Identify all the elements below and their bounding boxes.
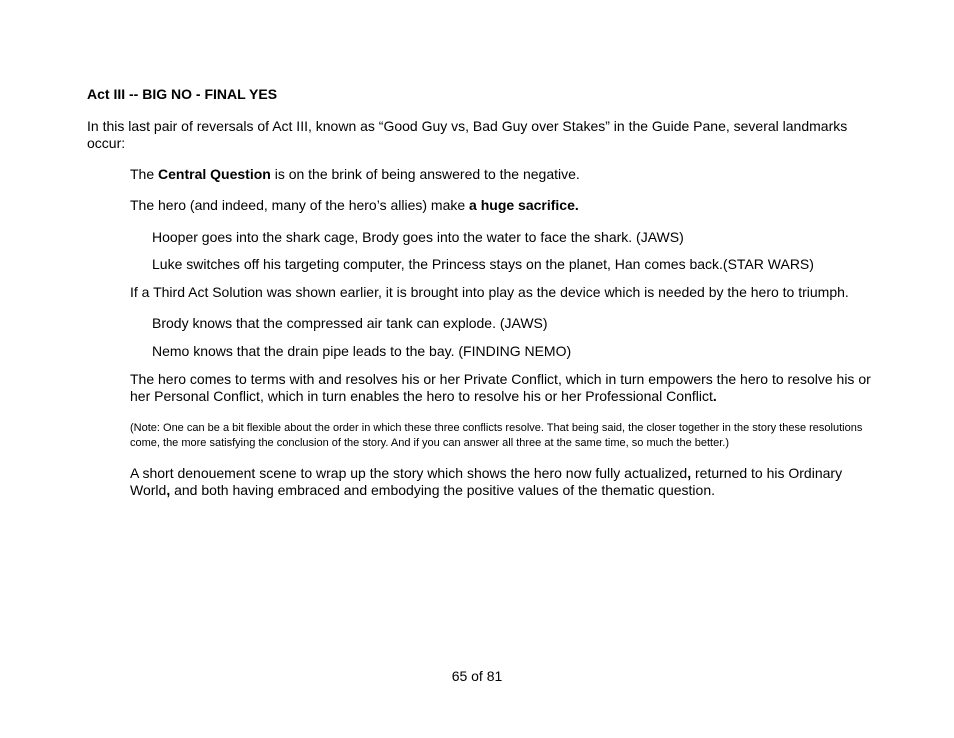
- page-number: 65 of 81: [451, 668, 503, 684]
- conflict-end: .: [712, 388, 717, 404]
- central-question-term: Central Question: [158, 166, 271, 182]
- denouement-comma2: ,: [166, 482, 171, 498]
- sacrifice-pre: The hero (and indeed, many of the hero’s allies) make: [130, 197, 470, 213]
- conflict-text: The hero comes to terms with and resolves his or her Private Conflict, which in turn empowers the hero to resolve his or her Personal Conflict, which in turn enables the hero to resolve his or her Professional Conflict: [130, 371, 871, 404]
- central-question-paragraph: [130, 166, 882, 183]
- example-jaws-solution: Brody knows that the compressed air tank can explode. (JAWS): [152, 315, 548, 331]
- conflict-paragraph: [130, 371, 882, 405]
- denouement-paragraph: [130, 465, 882, 499]
- note-paragraph: (Note: One can be a bit flexible about the order in which these three conflicts resolve. That being said, the closer together in the story these resolutions come, the more satisfying the conclusion of the story. And if you can answer all three at the same time, so much the better.): [130, 422, 863, 449]
- section-heading: Act III -- BIG NO - FINAL YES: [87, 86, 278, 102]
- example-starwars-sacrifice: Luke switches off his targeting computer, the Princess stays on the planet, Han comes back.(STAR WARS): [152, 256, 814, 272]
- third-act-paragraph: If a Third Act Solution was shown earlier, it is brought into play as the device which is needed by the hero to triumph.: [130, 284, 849, 300]
- denouement-part3: and both having embraced and embodying the positive values of the thematic question.: [170, 482, 715, 498]
- central-question-post: is on the brink of being answered to the negative.: [270, 166, 580, 182]
- central-question-pre: The: [130, 166, 159, 182]
- example-jaws-sacrifice: Hooper goes into the shark cage, Brody goes into the water to face the shark. (JAWS): [152, 229, 684, 245]
- denouement-part1: A short denouement scene to wrap up the story which shows the hero now fully actualized: [130, 465, 688, 481]
- denouement-part2: returned to his Ordinary World: [130, 465, 843, 498]
- sacrifice-term: a huge sacrifice.: [469, 197, 579, 213]
- sacrifice-paragraph: [130, 197, 882, 214]
- example-nemo-solution: Nemo knows that the drain pipe leads to the bay. (FINDING NEMO): [152, 343, 572, 359]
- denouement-comma1: ,: [687, 465, 692, 481]
- intro-paragraph: In this last pair of reversals of Act III, known as “Good Guy vs, Bad Guy over Stakes” in the Guide Pane, several landmarks occur:: [87, 118, 848, 151]
